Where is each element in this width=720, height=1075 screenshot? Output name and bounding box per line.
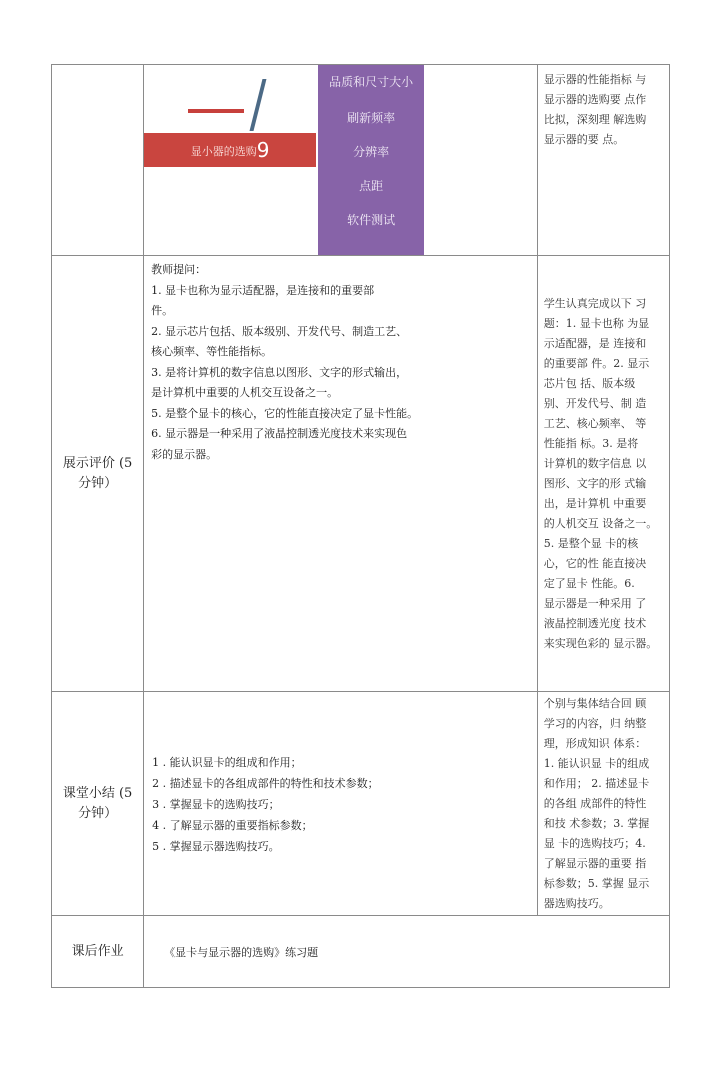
text-line: 计算机的数字信息 以 bbox=[543, 456, 647, 470]
row2-activity-cell bbox=[537, 256, 669, 692]
text-line: 器选购技巧。 bbox=[543, 897, 610, 910]
text-line: 5. 是整个显 卡的核 bbox=[543, 536, 639, 550]
purple-item: 点距 bbox=[359, 179, 384, 193]
row-label-line: 展示评价 (5 bbox=[62, 455, 133, 471]
row2-label-cell bbox=[52, 256, 144, 692]
text-line: 别、开发代号、制 造 bbox=[543, 396, 647, 410]
list-item: 3 . 掌握显卡的选购技巧； bbox=[152, 798, 280, 811]
text-line: 标参数；5. 掌握 显示 bbox=[543, 877, 650, 890]
text-line: 示适配器，是 连接和 bbox=[543, 336, 647, 350]
text-line: 性能指 标。3. 是将 bbox=[543, 436, 639, 450]
text-line: 显示器的要 点。 bbox=[543, 133, 625, 146]
text-line: 学生认真完成以下 习 bbox=[543, 296, 647, 310]
text-line: 比拟，深刻理 解选购 bbox=[543, 113, 647, 126]
homework-text: 《显卡与显示器的选购》练习题 bbox=[164, 945, 319, 959]
text-line: 教师提问： bbox=[151, 263, 207, 276]
text-line: 个别与集体结合回 顾 bbox=[543, 697, 647, 710]
text-line: 液晶控制透光度 技术 bbox=[543, 616, 647, 630]
purple-item: 分辨率 bbox=[353, 145, 390, 159]
text-line: 5. 是整个显卡的核心，它的性能直接决定了显卡性能。 bbox=[151, 406, 419, 420]
list-item: 5 . 掌握显示器选购技巧。 bbox=[152, 840, 280, 853]
row-label-line: 分钟） bbox=[78, 475, 118, 491]
table-row bbox=[52, 65, 670, 256]
text-line: 是计算机中重要的人机交互设备之一。 bbox=[151, 386, 339, 399]
text-line: 显示器的选购要 点作 bbox=[543, 93, 647, 106]
row1-label-cell bbox=[52, 65, 144, 256]
row4-label-cell bbox=[52, 916, 144, 988]
purple-item: 品质和尺寸大小 bbox=[329, 75, 414, 89]
row2-content-cell bbox=[144, 256, 538, 692]
text-line: 1. 显卡也称为显示适配器，是连接和的重要部 bbox=[151, 283, 375, 297]
text-line: 学习的内容，归 纳整 bbox=[543, 717, 647, 730]
text-line: 件。 bbox=[151, 304, 174, 317]
text-line: 的人机交互 设备之一。 bbox=[543, 516, 658, 530]
text-line: 了解显示器的重要 指 bbox=[543, 857, 647, 870]
row-label-line: 分钟） bbox=[78, 805, 118, 821]
list-item: 4 . 了解显示器的重要指标参数； bbox=[152, 819, 313, 832]
text-line: 彩的显示器。 bbox=[151, 447, 218, 461]
text-line: 题：1. 显卡也称 为显 bbox=[543, 316, 650, 330]
text-line: 芯片包 括、版本级 bbox=[543, 376, 636, 390]
table-row bbox=[52, 256, 670, 692]
text-line: 的各组 成部件的特性 bbox=[543, 797, 647, 810]
purple-item: 软件测试 bbox=[347, 213, 396, 227]
text-line: 核心频率、等性能指标。 bbox=[151, 345, 273, 358]
text-line: 2. 显示芯片包括、版本级别、开发代号、制造工艺、 bbox=[151, 324, 408, 338]
table-row bbox=[52, 916, 670, 988]
text-line: 显示器是一种采用 了 bbox=[543, 596, 647, 610]
row1-activity-cell bbox=[537, 65, 669, 256]
row3-content-cell bbox=[144, 692, 538, 916]
text-line: 和作用； 2. 描述显卡 bbox=[543, 777, 650, 790]
text-line: 3. 是将计算机的数字信息以图形、文字的形式输出， bbox=[151, 365, 408, 379]
monitor-selection-graphic bbox=[144, 65, 537, 255]
red-title-bar bbox=[144, 133, 316, 167]
red-bar-number: 9 bbox=[256, 138, 270, 162]
homework-cell bbox=[144, 916, 670, 988]
row-label-line: 课堂小结 (5 bbox=[62, 785, 133, 801]
row3-label-cell bbox=[52, 692, 144, 916]
blue-slash-shape bbox=[250, 79, 267, 131]
text-line: 心，它的性 能直接决 bbox=[543, 556, 647, 570]
purple-item: 刷新频率 bbox=[347, 111, 396, 125]
text-line: 定了显卡 性能。6. bbox=[543, 576, 635, 590]
text-line: 显示器的性能指标 与 bbox=[543, 73, 647, 86]
row1-graphic-cell bbox=[144, 65, 538, 256]
list-item: 2 . 描述显卡的各组成部件的特性和技术参数； bbox=[152, 777, 379, 790]
lesson-plan-table bbox=[51, 64, 670, 988]
red-dash-shape bbox=[188, 109, 244, 113]
list-item: 1 . 能认识显卡的组成和作用； bbox=[152, 756, 302, 769]
text-line: 显 卡的选购技巧；4. bbox=[543, 837, 646, 850]
text-line: 理，形成知识 体系： bbox=[543, 737, 647, 750]
text-line: 工艺、核心频率、 等 bbox=[543, 416, 647, 430]
text-line: 1. 能认识显 卡的组成 bbox=[543, 757, 650, 770]
table-row bbox=[52, 692, 670, 916]
text-line: 图形、文字的形 式输 bbox=[543, 476, 647, 490]
purple-list-box bbox=[318, 65, 424, 255]
text-line: 6. 显示器是一种采用了液晶控制透光度技术来实现色 bbox=[151, 427, 408, 440]
text-line: 出，是计算机 中重要 bbox=[543, 496, 647, 510]
text-line: 和技 术参数；3. 掌握 bbox=[543, 817, 650, 830]
red-bar-label: 显小器的选购 bbox=[190, 145, 257, 158]
row-label-line: 课后作业 bbox=[71, 943, 124, 959]
text-line: 的重要部 件。2. 显示 bbox=[543, 356, 650, 370]
text-line: 来实现色彩的 显示器。 bbox=[543, 636, 658, 650]
row3-activity-cell bbox=[537, 692, 669, 916]
